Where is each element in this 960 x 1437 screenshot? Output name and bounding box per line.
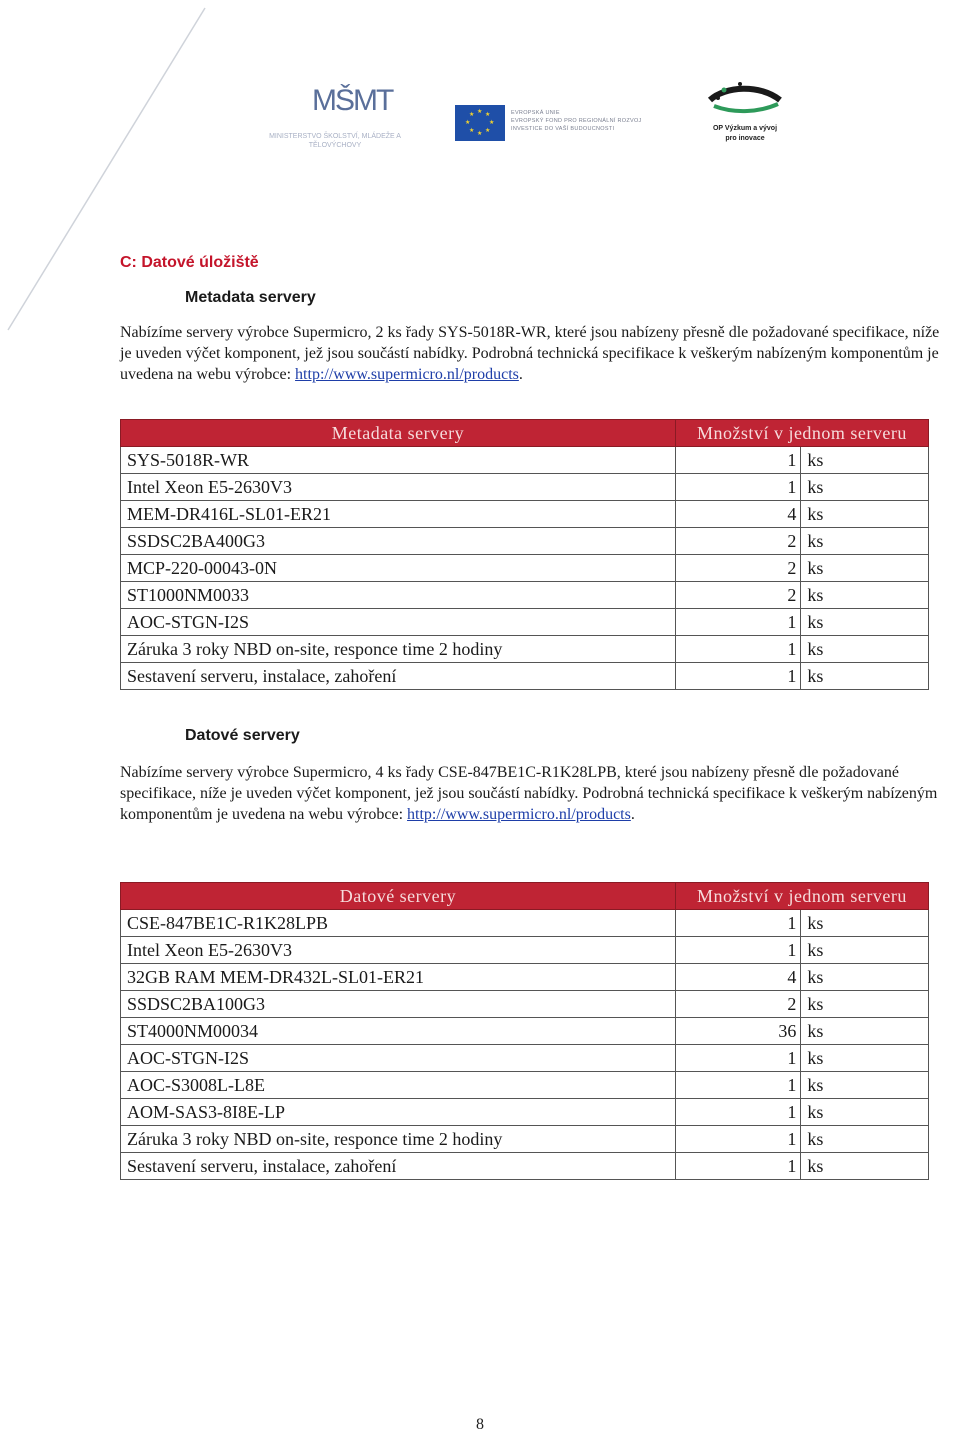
unit: ks bbox=[801, 663, 929, 690]
metadata-supermicro-link[interactable]: http://www.supermicro.nl/products bbox=[295, 366, 519, 383]
data-servers-supermicro-link[interactable]: http://www.supermicro.nl/products bbox=[407, 806, 631, 823]
metadata-heading: Metadata servery bbox=[185, 289, 316, 306]
component-name: Intel Xeon E5-2630V3 bbox=[121, 937, 676, 964]
unit: ks bbox=[801, 991, 929, 1018]
quantity: 2 bbox=[675, 555, 801, 582]
data-servers-paragraph-trailing: . bbox=[630, 806, 635, 823]
data-servers-paragraph bbox=[120, 762, 940, 825]
unit: ks bbox=[801, 1045, 929, 1072]
unit: ks bbox=[801, 555, 929, 582]
data-servers-heading: Datové servery bbox=[185, 727, 300, 744]
quantity: 1 bbox=[675, 447, 801, 474]
table-row bbox=[121, 1153, 929, 1180]
unit: ks bbox=[801, 609, 929, 636]
unit: ks bbox=[801, 447, 929, 474]
unit: ks bbox=[801, 1072, 929, 1099]
quantity: 36 bbox=[675, 1018, 801, 1045]
component-name: Záruka 3 roky NBD on-site, responce time 2 hodiny bbox=[121, 1126, 676, 1153]
component-name: AOM-SAS3-8I8E-LP bbox=[121, 1099, 676, 1126]
component-name: Záruka 3 roky NBD on-site, responce time 2 hodiny bbox=[121, 636, 676, 663]
quantity: 1 bbox=[675, 474, 801, 501]
data-servers-header-name: Datové servery bbox=[121, 883, 676, 910]
table-row bbox=[121, 447, 929, 474]
quantity: 4 bbox=[675, 964, 801, 991]
data-servers-table bbox=[120, 882, 929, 1180]
section-heading: C: Datové úložiště bbox=[120, 254, 259, 271]
unit: ks bbox=[801, 937, 929, 964]
unit: ks bbox=[801, 1018, 929, 1045]
op-swoosh-icon bbox=[700, 78, 790, 122]
unit: ks bbox=[801, 1099, 929, 1126]
unit: ks bbox=[801, 501, 929, 528]
eu-flag-icon: ★ ★ ★ ★ ★ ★ ★ ★ bbox=[455, 105, 505, 141]
table-row bbox=[121, 964, 929, 991]
table-row bbox=[121, 1126, 929, 1153]
metadata-table bbox=[120, 419, 929, 690]
table-row bbox=[121, 1099, 929, 1126]
table-row bbox=[121, 937, 929, 964]
component-name: SSDSC2BA400G3 bbox=[121, 528, 676, 555]
op-line-1: OP Výzkum a vývoj bbox=[712, 125, 778, 132]
component-name: SYS-5018R-WR bbox=[121, 447, 676, 474]
eu-line-3: INVESTICE DO VAŠÍ BUDOUCNOSTI bbox=[511, 126, 615, 132]
quantity: 4 bbox=[675, 501, 801, 528]
data-servers-header-qty: Množství v jednom serveru bbox=[675, 883, 928, 910]
component-name: Sestavení serveru, instalace, zahoření bbox=[121, 1153, 676, 1180]
component-name: AOC-STGN-I2S bbox=[121, 1045, 676, 1072]
metadata-paragraph bbox=[120, 322, 940, 385]
quantity: 1 bbox=[675, 910, 801, 937]
unit: ks bbox=[801, 582, 929, 609]
eu-logo bbox=[455, 105, 670, 145]
metadata-paragraph-trailing: . bbox=[518, 366, 523, 383]
quantity: 1 bbox=[675, 636, 801, 663]
msmt-logo bbox=[250, 84, 420, 154]
eu-line-2: EVROPSKÝ FOND PRO REGIONÁLNÍ ROZVOJ bbox=[511, 118, 642, 124]
table-row bbox=[121, 474, 929, 501]
metadata-paragraph-text: Nabízíme servery výrobce Supermicro, 2 ks řady SYS-5018R-WR, které jsou nabízeny přesně dle požadované specifikace, níže je uveden výčet komponent, jež jsou součástí nabídky. Podrobná technická specifikace k veškerým nabízeným komponentům je uvedena na webu výrobce: bbox=[120, 324, 940, 383]
msmt-logo-mark: MŠMT bbox=[312, 84, 393, 117]
table-row bbox=[121, 582, 929, 609]
data-servers-table-header bbox=[121, 883, 929, 910]
quantity: 1 bbox=[675, 937, 801, 964]
table-row bbox=[121, 636, 929, 663]
component-name: AOC-S3008L-L8E bbox=[121, 1072, 676, 1099]
op-logo-text bbox=[700, 124, 790, 144]
table-row bbox=[121, 991, 929, 1018]
data-servers-table-body bbox=[121, 910, 929, 1180]
op-vavpi-logo bbox=[700, 78, 790, 153]
component-name: Sestavení serveru, instalace, zahoření bbox=[121, 663, 676, 690]
component-name: SSDSC2BA100G3 bbox=[121, 991, 676, 1018]
component-name: MEM-DR416L-SL01-ER21 bbox=[121, 501, 676, 528]
quantity: 2 bbox=[675, 582, 801, 609]
unit: ks bbox=[801, 910, 929, 937]
component-name: Intel Xeon E5-2630V3 bbox=[121, 474, 676, 501]
unit: ks bbox=[801, 474, 929, 501]
metadata-table-body bbox=[121, 447, 929, 690]
quantity: 1 bbox=[675, 609, 801, 636]
eu-line-1: EVROPSKÁ UNIE bbox=[511, 110, 560, 116]
table-row bbox=[121, 501, 929, 528]
unit: ks bbox=[801, 636, 929, 663]
table-row bbox=[121, 910, 929, 937]
table-row bbox=[121, 1018, 929, 1045]
component-name: 32GB RAM MEM-DR432L-SL01-ER21 bbox=[121, 964, 676, 991]
table-row bbox=[121, 609, 929, 636]
metadata-table-header bbox=[121, 420, 929, 447]
unit: ks bbox=[801, 1153, 929, 1180]
quantity: 1 bbox=[675, 1072, 801, 1099]
quantity: 1 bbox=[675, 1099, 801, 1126]
quantity: 1 bbox=[675, 1153, 801, 1180]
table-row bbox=[121, 1045, 929, 1072]
quantity: 1 bbox=[675, 1126, 801, 1153]
component-name: ST4000NM00034 bbox=[121, 1018, 676, 1045]
component-name: CSE-847BE1C-R1K28LPB bbox=[121, 910, 676, 937]
component-name: AOC-STGN-I2S bbox=[121, 609, 676, 636]
unit: ks bbox=[801, 528, 929, 555]
table-row bbox=[121, 555, 929, 582]
component-name: MCP-220-00043-0N bbox=[121, 555, 676, 582]
metadata-header-qty: Množství v jednom serveru bbox=[675, 420, 928, 447]
data-servers-paragraph-text: Nabízíme servery výrobce Supermicro, 4 ks řady CSE-847BE1C-R1K28LPB, které jsou nabízeny přesně dle požadované specifikace, níže je uveden výčet komponent, jež jsou součástí nabídky. Podrobná technická specifikace k veškerým nabízeným komponentům je uvedena na webu výrobce: bbox=[120, 764, 938, 823]
unit: ks bbox=[801, 964, 929, 991]
table-row bbox=[121, 528, 929, 555]
msmt-logo-subtitle: MINISTERSTVO ŠKOLSTVÍ, MLÁDEŽE A TĚLOVÝCHOVY bbox=[269, 133, 401, 149]
quantity: 1 bbox=[675, 663, 801, 690]
table-row bbox=[121, 663, 929, 690]
unit: ks bbox=[801, 1126, 929, 1153]
quantity: 2 bbox=[675, 991, 801, 1018]
eu-logo-text bbox=[511, 109, 671, 133]
quantity: 1 bbox=[675, 1045, 801, 1072]
op-line-2: pro inovace bbox=[725, 135, 765, 142]
table-row bbox=[121, 1072, 929, 1099]
metadata-header-name: Metadata servery bbox=[121, 420, 676, 447]
quantity: 2 bbox=[675, 528, 801, 555]
component-name: ST1000NM0033 bbox=[121, 582, 676, 609]
page-number: 8 bbox=[476, 1416, 484, 1433]
header-logos bbox=[0, 78, 960, 158]
